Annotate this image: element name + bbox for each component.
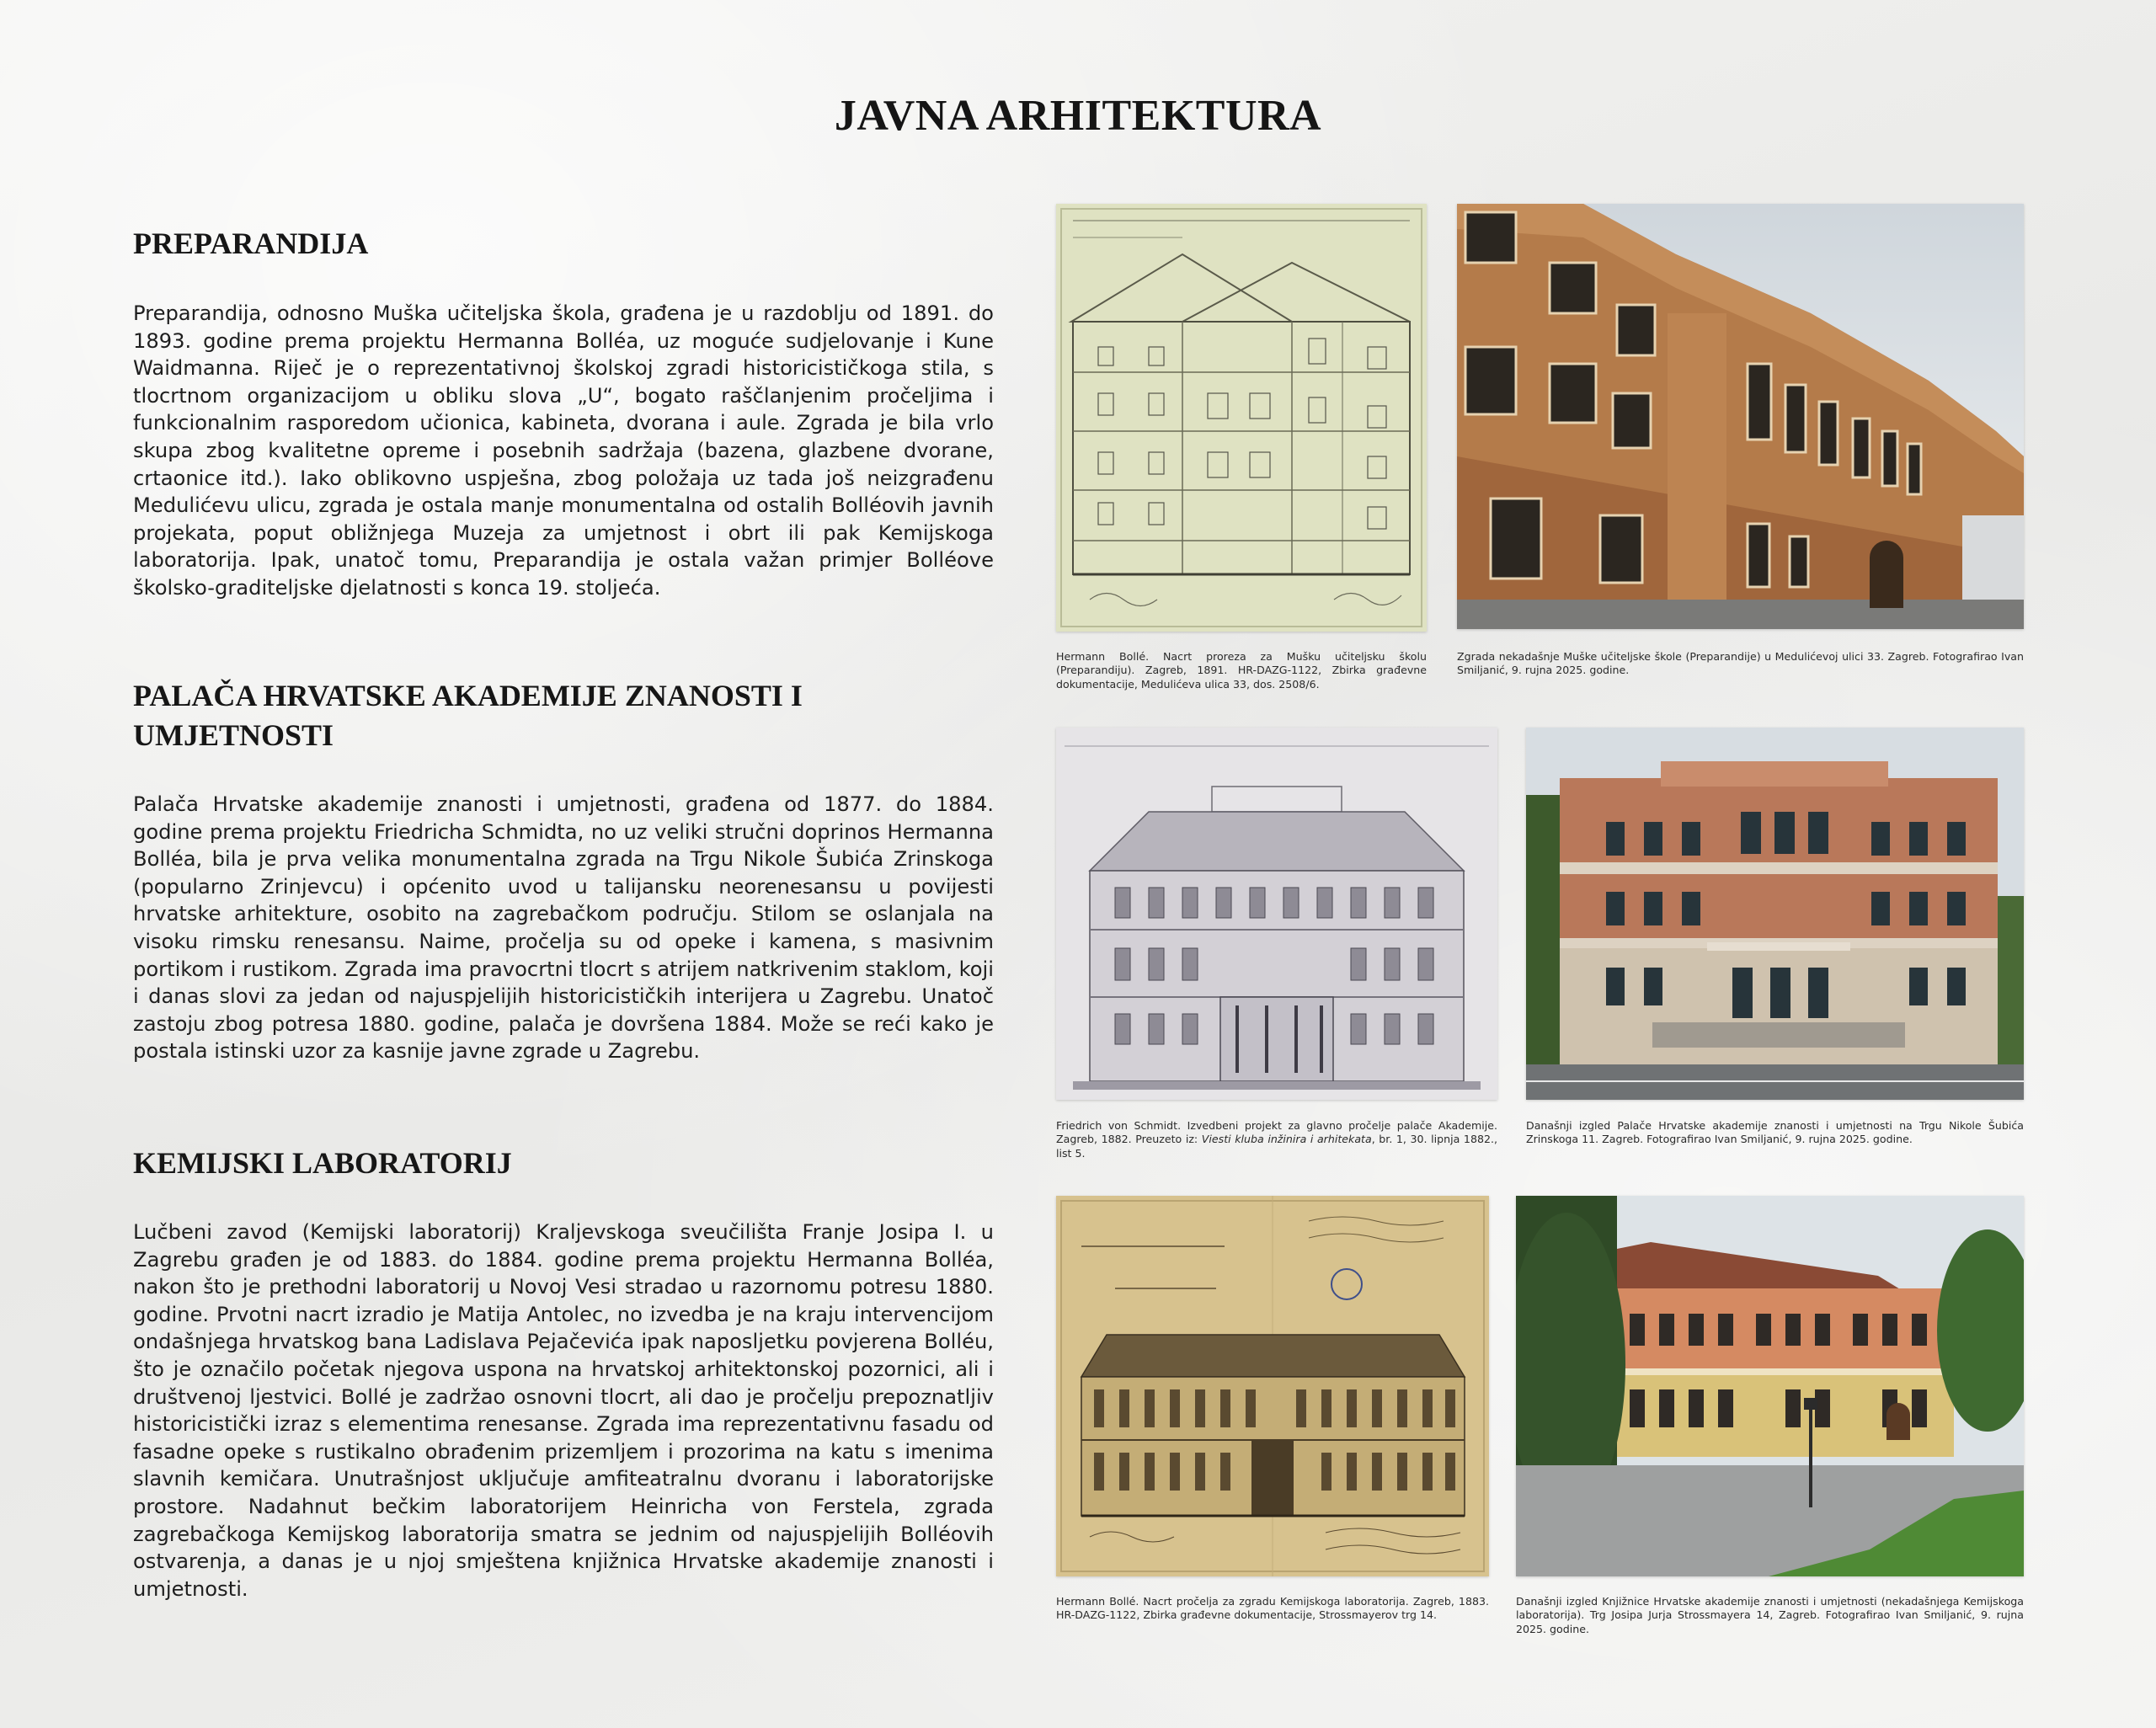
page-title: JAVNA ARHITEKTURA [834,92,1322,140]
section-heading-palaca-hazu: PALAČA HRVATSKE AKADEMIJE ZNANOSTI I UMJETNOSTI [133,679,803,752]
preparandija-section-drawing [1056,204,1427,632]
hazu-facade-drawing [1056,728,1497,1100]
hazu-building-photo [1526,728,2024,1100]
laboratorij-facade-drawing [1056,1196,1489,1576]
section-heading-preparandija: PREPARANDIJA [133,227,369,260]
caption-hazu-drawing-journal: Viesti kluba inžinira i arhitekata [1201,1133,1372,1146]
preparandija-building-photo [1457,204,2024,629]
caption-hazu-drawing [1056,1119,1497,1160]
section-heading-kemijski-laboratorij: KEMIJSKI LABORATORIJ [133,1146,512,1180]
caption-hazu-drawing-part1: Friedrich von Schmidt. Izvedbeni projekt za glavno pročelje palače Akademije. Zagreb, 1882. Preuzeto iz: [1056,1119,1497,1146]
caption-laboratorij-photo: Današnji izgled Knjižnice Hrvatske akademije znanosti i umjetnosti (nekadašnjega Kemijskoga laboratorija). Trg Josipa Jurja Strossmayera 14, Zagreb. Fotografirao Ivan Smiljanić, 9. rujna 2025. godine. [1516,1595,2024,1635]
caption-preparandija-drawing: Hermann Bollé. Nacrt proreza za Mušku učiteljsku školu (Preparandiju). Zagreb, 1891. HR-DAZG-1122, Zbirka građevne dokumentacije, Medulićeva ulica 33, dos. 2508/6. [1056,650,1427,691]
caption-laboratorij-drawing: Hermann Bollé. Nacrt pročelja za zgradu Kemijskoga laboratorija. Zagreb, 1883. HR-DAZG-1122, Zbirka građevne dokumentacije, Strossmayerov trg 14. [1056,1595,1489,1622]
section-body-palaca-hazu: Palača Hrvatske akademije znanosti i umjetnosti, građena od 1877. do 1884. godine prema projektu Friedricha Schmidta, no uz veliki stručni doprinos Hermanna Bolléa, bila je prva velika monumentalna zgrada na Trgu Nikole Šubića Zrinskoga (popularno Zrinjevcu) i općenito uvod u talijansku neorenesansu u povijesti hrvatske arhitekture, osobito na zagrebačkom području. Stilom se oslanjala na visoku rimsku renesansu. Naime, pročelja su od opeke i kamena, s masivnim portikom i rustikom. Zgrada ima pravocrtni tlocrt s atrijem natkrivenim staklom, koji i danas slovi za jedan od najuspjelijih historicističkih interijera u Zagrebu. Unatoč zastoju zbog potresa 1880. godine, palača je dovršena 1884. Može se reći kako je postala istinski uzor za kasnije javne zgrade u Zagrebu. [133,792,994,1064]
caption-hazu-photo: Današnji izgled Palače Hrvatske akademije znanosti i umjetnosti na Trgu Nikole Šubića Zrinskoga 11. Zagreb. Fotografirao Ivan Smiljanić, 9. rujna 2025. godine. [1526,1119,2024,1146]
caption-hazu-drawing-part2: , br. 1, 30. lipnja 1882., list 5. [1056,1133,1497,1160]
laboratorij-building-photo [1516,1196,2024,1576]
caption-preparandija-photo: Zgrada nekadašnje Muške učiteljske škole (Preparandije) u Medulićevoj ulici 33. Zagreb. Fotografirao Ivan Smiljanić, 9. rujna 2025. godine. [1457,650,2024,677]
section-body-kemijski-laboratorij: Lučbeni zavod (Kemijski laboratorij) Kraljevskoga sveučilišta Franje Josipa I. u Zagrebu građen je od 1883. do 1884. godine prema projektu Hermanna Bolléa, nakon što je prethodni laboratorij u Novoj Vesi stradao u razornomu potresu 1880. godine. Prvotni nacrt izradio je Matija Antolec, no izvedba je na kraju intervencijom ondašnjega hrvatskog bana Ladislava Pejačevića ipak naposljetku povjerena Bolléu, što je označilo početak njegova uspona na hrvatskoj arhitektonskoj pozornici, ali i društvenoj ljestvici. Bollé je zadržao osnovni tlocrt, ali dao je pročelju prepoznatljiv historicistički izraz s elementima renesanse. Zgrada ima reprezentativnu fasadu od fasadne opeke s rustikalno obrađenim prizemljem i prozorima na katu s imenima slavnih kemičara. Unutrašnjost uključuje amfiteatralnu dvoranu i laboratorijske prostore. Nadahnut bečkim laboratorijem Heinricha von Ferstela, zgrada zagrebačkoga Kemijskog laboratorija smatra se jednim od najuspjelijih Bolléovih ostvarenja, a danas je u njoj smještena knjižnica Hrvatske akademije znanosti i umjetnosti. [133,1220,994,1601]
section-body-preparandija: Preparandija, odnosno Muška učiteljska škola, građena je u razdoblju od 1891. do 1893. godine prema projektu Hermanna Bolléa, uz moguće sudjelovanje i Kune Waidmanna. Riječ je o reprezentativnoj školskoj zgradi historicističkoga stila, s tlocrtnom organizacijom u obliku slova „U“, bogato raščlanjenim pročeljima i funkcionalnim rasporedom učionica, kabineta, dvorana i aule. Zgrada je bila vrlo skupa zbog kvalitetne opreme i posebnih sadržaja (bazena, glazbene dvorane, crtaonice itd.). Iako oblikovno uspješna, zbog položaja uz tada još neizgrađenu Medulićevu ulicu, zgrada je ostala manje monumentalna od ostalih Bolléovih javnih projekata, poput obližnjega Muzeja za umjetnost i obrt ili pak Kemijskoga laboratorija. Ipak, unatoč tomu, Preparandija je ostala važan primjer Bolléove školsko-graditeljske djelatnosti s konca 19. stoljeća. [133,301,994,600]
